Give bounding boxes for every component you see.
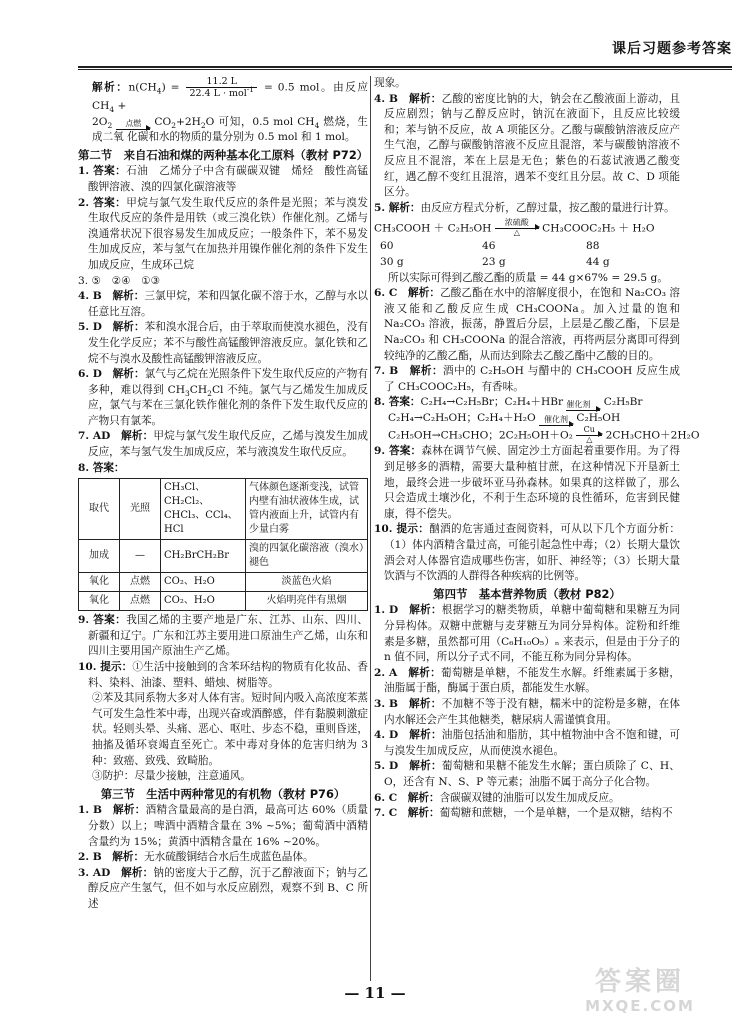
answer-10: 10. 提示：①生活中接触到的含苯环结构的物质有化妆品、香料、染料、油漆、塑料、蜡烛、树脂等。 [78, 661, 368, 689]
s3-answer-7: 7. B 解析：酒中的 C₂H₅OH 与醋中的 CH₃COOH 反应生成了 CH₃COOC₂H₅，有香味。 [374, 365, 680, 393]
table-row [79, 573, 368, 592]
table-cell: CO₂、H₂O [161, 573, 246, 592]
table-cell: — [120, 540, 161, 573]
s3-answer-9: 9. 答案：森林在调节气候、固定沙土方面起着重要作用。为了得到足够多的酒精，需要大量种植甘蔗，在这种情况下开垦新土地，最终会进一步破坏亚马孙森林。如果真的这样做了，那么只会造成土壤沙化，不利于生态环境的良性循环，危害到民健康，得不偿失。 [374, 445, 681, 520]
answer-10-part2: ②苯及其同系物大多对人体有害。短时间内吸入高浓度苯蒸气可发生急性苯中毒，出现兴奋或酒醉感，伴有黏膜刺激症状。轻则头晕、头痛、恶心、呕吐、步态不稳，重则昏迷，抽搐及循环衰竭直至死亡。苯中毒对身体的危害归纳为 3 种：致癌、致残、致畸胎。 [92, 692, 368, 767]
s3-answer-6: 6. C 解析：乙酸乙酯在水中的溶解度很小，在饱和 Na₂CO₃ 溶液又能和乙酸反应生成 CH₃COONa。加入过量的饱和 Na₂CO₃ 溶液，振荡，静置后分层，上层是乙酸乙酯，下层是 Na₂CO₃ 和 CH₃COONa 的混合溶液，再将两层分离即可得到较纯净的乙酸乙酯，从而达到除去乙酸乙酯中乙酸的目的。 [374, 287, 680, 362]
table-cell: 气体颜色逐渐变浅，试管内壁有油状液体生成，试管内液面上升，试管内有少量白雾 [246, 479, 368, 540]
s3-answer-1: 1. B 解析：酒精含量最高的是白酒，最高可达 60%（质量分数）以上；啤酒中酒精含量在 3% ~5%；葡萄酒中酒精含量约为 15%；黄酒中酒精含量在 16% ~20%。 [78, 804, 368, 848]
watermark-logo: 答案圈 MXQE.COM [585, 967, 695, 1015]
answer-9: 9. 答案：我国乙烯的主要产地是广东、江苏、山东、四川、新疆和辽宁。广东和江苏主要用进口原油生产乙烯，山东和四川主要用国产原油生产乙烯。 [78, 614, 369, 658]
answer-5: 5. D 解析：苯和溴水混合后，由于萃取而使溴水褪色，没有发生化学反应；苯不与酸性高锰酸钾溶液反应。氯化铁和乙烷不与溴水及酸性高锰酸钾溶液反应。 [78, 321, 368, 365]
table-cell: 光照 [120, 479, 161, 540]
answer-7: 7. AD 解析：甲烷与氯气发生取代反应，乙烯与溴发生加成反应，苯与氢气发生加成反应，苯与液溴发生取代反应。 [78, 430, 369, 459]
table-cell: 点燃 [120, 573, 161, 592]
section-4-title: 第四节 基本营养物质（教材 P82） [433, 586, 621, 601]
molar-mass-row: 60 46 88 [380, 240, 600, 253]
reaction-arrow: 点燃 [116, 120, 150, 130]
table-row [79, 540, 368, 573]
reaction-arrow: 催化剂 [539, 416, 573, 426]
s3-answer-8-eq1: 8. 答案：C₂H₄→C₂H₅Br；C₂H₄＋HBr 催化剂 C₂H₅Br [374, 396, 643, 409]
combustion-equation: $2O_2$ 点燃 $CO_2+2H_2O$ 可知，0.5 mol $CH_4$ 燃烧，生成二氧 化碳和水的物质的量分别为 0.5 mol 和 1 mol。 [92, 115, 368, 144]
table-cell: 取代 [79, 479, 120, 540]
answer-8-label: 8. 答案： [78, 461, 125, 474]
answer-5-result: 所以实际可得到乙酸乙酯的质量 = 44 g×67% = 29.5 g。 [388, 271, 668, 284]
page-number: — 11 — [344, 984, 406, 1002]
intro-calc: 解析：$n(CH_4)$ = $\frac{11.2 L}{22.4 L \cdot mol^{-1}}$ = 0.5 mol。由反应 $CH_4$ + [92, 76, 368, 115]
s4-answer-7: 7. C 解析：葡萄糖和蔗糖，一个是单糖，一个是双糖，结构不 [374, 807, 673, 820]
s3-answer-8-eq3: C₂H₅OH→CH₃CHO；2C₂H₅OH＋O₂ Cu △ 2CH₃CHO＋2H₂O [388, 425, 700, 445]
table-cell: CH₃Cl、CH₂Cl₂、CHCl₃、CCl₄、HCl [161, 479, 246, 540]
table-cell: 淡蓝色火焰 [246, 573, 368, 592]
column-divider [370, 76, 371, 981]
table-cell: CO₂、H₂O [161, 592, 246, 611]
answer-4: 4. B 解析：三氯甲烷，苯和四氯化碳不溶于水，乙醇与水以任意比互溶。 [78, 290, 369, 318]
answer-6: 6. D 解析：氯气与乙烷在光照条件下发生取代反应的产物有多种，难以得到 $CH_3CH_2Cl$ 不纯。氯气与乙烯发生加成反应，氯气与苯在三氯化铁作催化剂的条件下发生取代反应的产物只有氯苯。 [78, 368, 368, 427]
table-cell: 加成 [79, 540, 120, 573]
s3-answer-10: 10. 提示：酗酒的危害通过查阅资料，可从以下几个方面分析：（1）体内酒精含量过高，可能引起急性中毒；（2）长期大量饮酒会对人体器官造成哪些伤害，如肝、神经等；（3）长期大量饮酒与不饮酒的人群得各种疾病的比例等。 [374, 523, 680, 583]
s4-answer-6: 6. C 解析：含碳碳双键的油脂可以发生加成反应。 [374, 791, 620, 804]
right-column [374, 76, 700, 822]
answer-1: 1. 答案：石油 乙烯分子中含有碳碳双键 烯烃 酸性高锰酸钾溶液、溴的四氯化碳溶液等 [78, 165, 369, 193]
table-cell: 溴的四氯化碳溶液（溴水）褪色 [246, 540, 368, 573]
table-row [79, 479, 368, 540]
table-row [79, 592, 368, 611]
fraction: $\frac{11.2 L}{22.4 L \cdot mol^{-1}}$ [186, 76, 257, 99]
s3-answer-4: 4. B 解析：乙酸的密度比钠的大，钠会在乙酸液面上游动，且反应剧烈；钠与乙醇反应时，钠沉在液面下，且反应比较缓和；苯与钠不反应，故 A 项能区分。乙酸与碳酸钠溶液反应产生气泡，乙醇与碳酸钠溶液不反应且混溶，苯与碳酸钠溶液不反应且不混溶，苯在上层是无色；紫色的石蕊试液遇乙酸变红，遇乙醇不变红且混溶，遇苯不变红且分层。故 C、D 项能区分。 [374, 92, 681, 199]
s4-answer-4: 4. D 解析：油脂包括油和脂肪，其中植物油中含不饱和键，可与溴发生加成反应，从而使溴水褪色。 [374, 729, 680, 757]
s3-answer-5: 5. 解析：由反应方程式分析，乙醇过量，按乙酸的量进行计算。 [374, 201, 675, 214]
continued-text: 现象。 [374, 77, 406, 89]
s3-answer-2: 2. B 解析：无水硫酸铜结合水后生成蓝色晶体。 [78, 851, 314, 864]
header-title: 课后习题参考答案 [612, 41, 732, 57]
table-cell: 氧化 [79, 573, 120, 592]
left-column [78, 76, 368, 913]
header-rule-thin [78, 69, 732, 70]
reaction-table [78, 478, 368, 611]
esterification-equation: CH₃COOH ＋ C₂H₅OH 浓硫酸 △ CH₃COOC₂H₅ ＋ H₂O [374, 218, 655, 238]
s4-answer-2: 2. A 解析：葡萄糖是单糖，不能发生水解。纤维素属于多糖，油脂属于酯，酶属于蛋白质，都能发生水解。 [374, 666, 680, 695]
s4-answer-3: 3. B 解析：不加糖不等于没有糖，糯米中的淀粉是多糖，在体内水解还会产生其他糖类，糖尿病人需谨慎食用。 [374, 697, 681, 726]
answer-2: 2. 答案：甲烷与氯气发生取代反应的条件是光照；苯与溴发生取代反应的条件是用铁（或三溴化铁）作催化剂。乙烯与溴通常状况下很容易发生加成反应；一般条件下，苯不易发生加成反应，苯与氢气在加热并用镍作催化剂的条件下发生加成反应，生成环己烷 [78, 196, 369, 271]
reaction-arrow: 浓硫酸 △ [495, 219, 539, 237]
table-cell: CH₂BrCH₂Br [161, 540, 246, 573]
header-rule [78, 66, 732, 68]
section-3-title: 第三节 生活中两种常见的有机物（教材 P76） [100, 786, 346, 801]
answer-3: 3. ⑤ ②④ ①③ [78, 274, 161, 287]
s4-answer-5: 5. D 解析：葡萄糖和果糖不能发生水解；蛋白质除了 C、H、O，还含有 N、S、P 等元素；油脂不属于高分子化合物。 [374, 760, 681, 788]
intro-label: 解析： [92, 81, 129, 94]
s3-answer-8-eq2: C₂H₄→C₂H₅OH；C₂H₄＋H₂O 催化剂 C₂H₅OH [388, 411, 621, 425]
section-2-title: 第二节 来自石油和煤的两种基本化工原料（教材 P72） [78, 147, 369, 162]
reaction-arrow: Cu △ [576, 426, 602, 444]
s3-answer-3: 3. AD 解析：钠的密度大于乙醇，沉于乙醇液面下；钠与乙醇反应产生氢气，但不如与水反应剧烈，观察不到 B、C 所述 [78, 866, 369, 910]
table-cell: 点燃 [120, 592, 161, 611]
table-cell: 火焰明亮伴有黑烟 [246, 592, 368, 611]
reaction-arrow: 催化剂 [566, 401, 600, 411]
table-cell: 氧化 [79, 592, 120, 611]
answer-10-part3: ③防护：尽量少接触，注意通风。 [92, 770, 251, 783]
s4-answer-1: 1. D 解析：根据学习的糖类物质，单糖中葡萄糖和果糖互为同分异构体。双糖中蔗糖与麦芽糖互为同分异构体。淀粉和纤维素是多糖，虽然都可用（C₆H₁₀O₅）ₙ 来表示，但是由于分子的 n 值不同，所以分子式不同，不能互称为同分异构体。 [374, 604, 680, 664]
mass-row: 30 g 23 g 44 g [380, 255, 610, 268]
